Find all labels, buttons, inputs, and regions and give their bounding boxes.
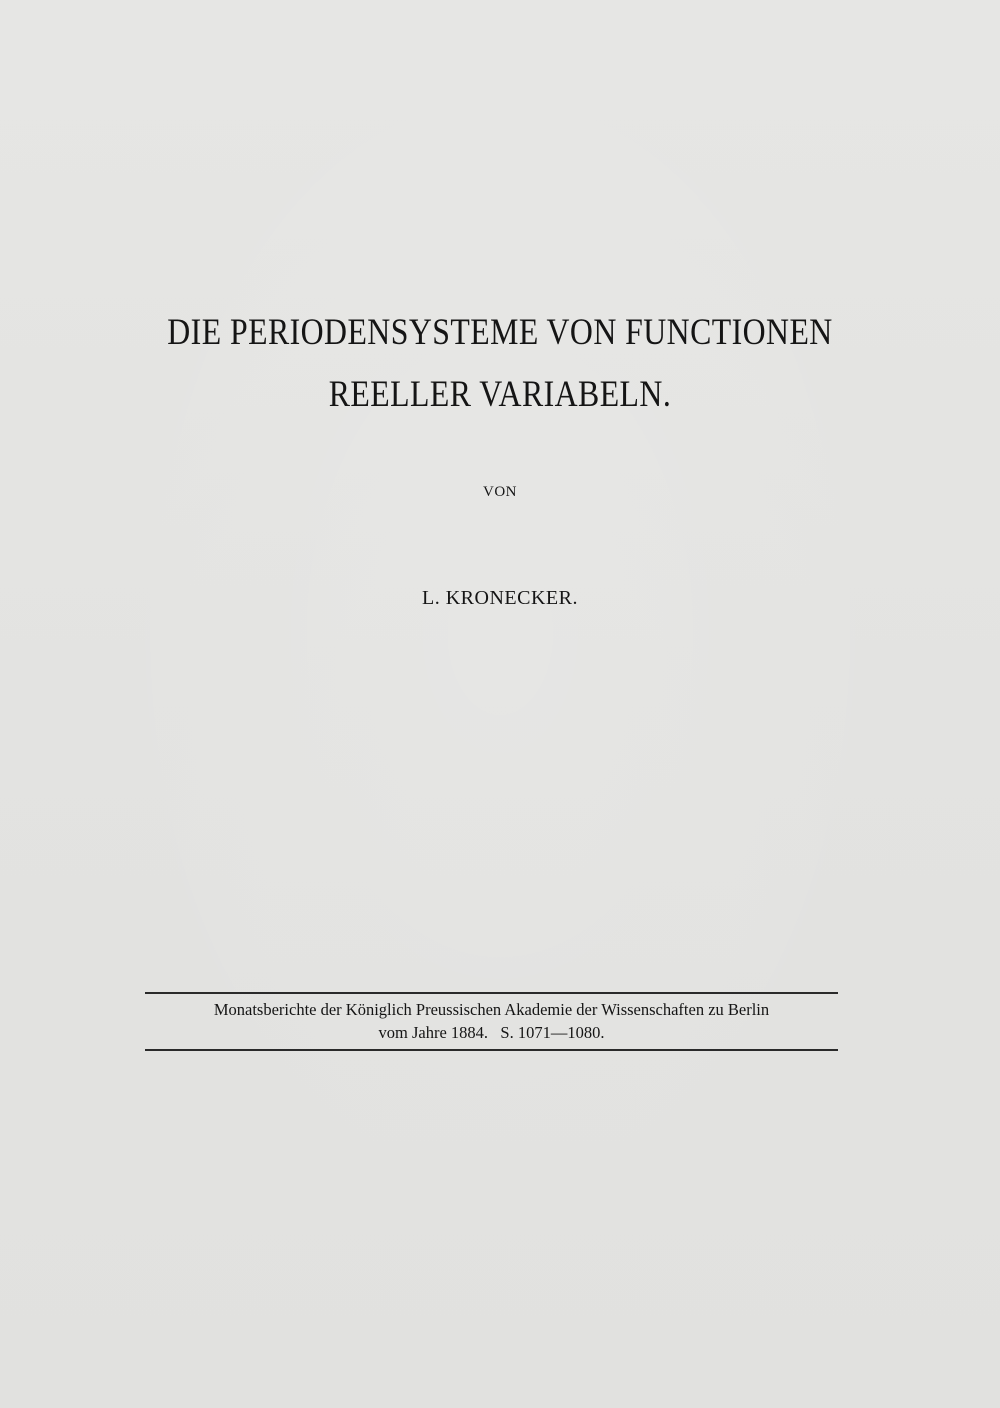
title-line-1: DIE PERIODENSYSTEME VON FUNCTIONEN [167, 312, 833, 353]
title-line-2: REELLER VARIABELN. [328, 374, 672, 415]
byline-von: VON [483, 484, 517, 500]
source-rule-bottom [145, 1049, 838, 1051]
source-citation-line-2: vom Jahre 1884. S. 1071—1080. [378, 1023, 605, 1042]
source-citation-line-1: Monatsberichte der Königlich Preussischen Akademie der Wissenschaften zu Berlin [213, 1000, 770, 1019]
author-name: L. KRONECKER. [422, 587, 578, 609]
source-rule-top [145, 992, 838, 994]
